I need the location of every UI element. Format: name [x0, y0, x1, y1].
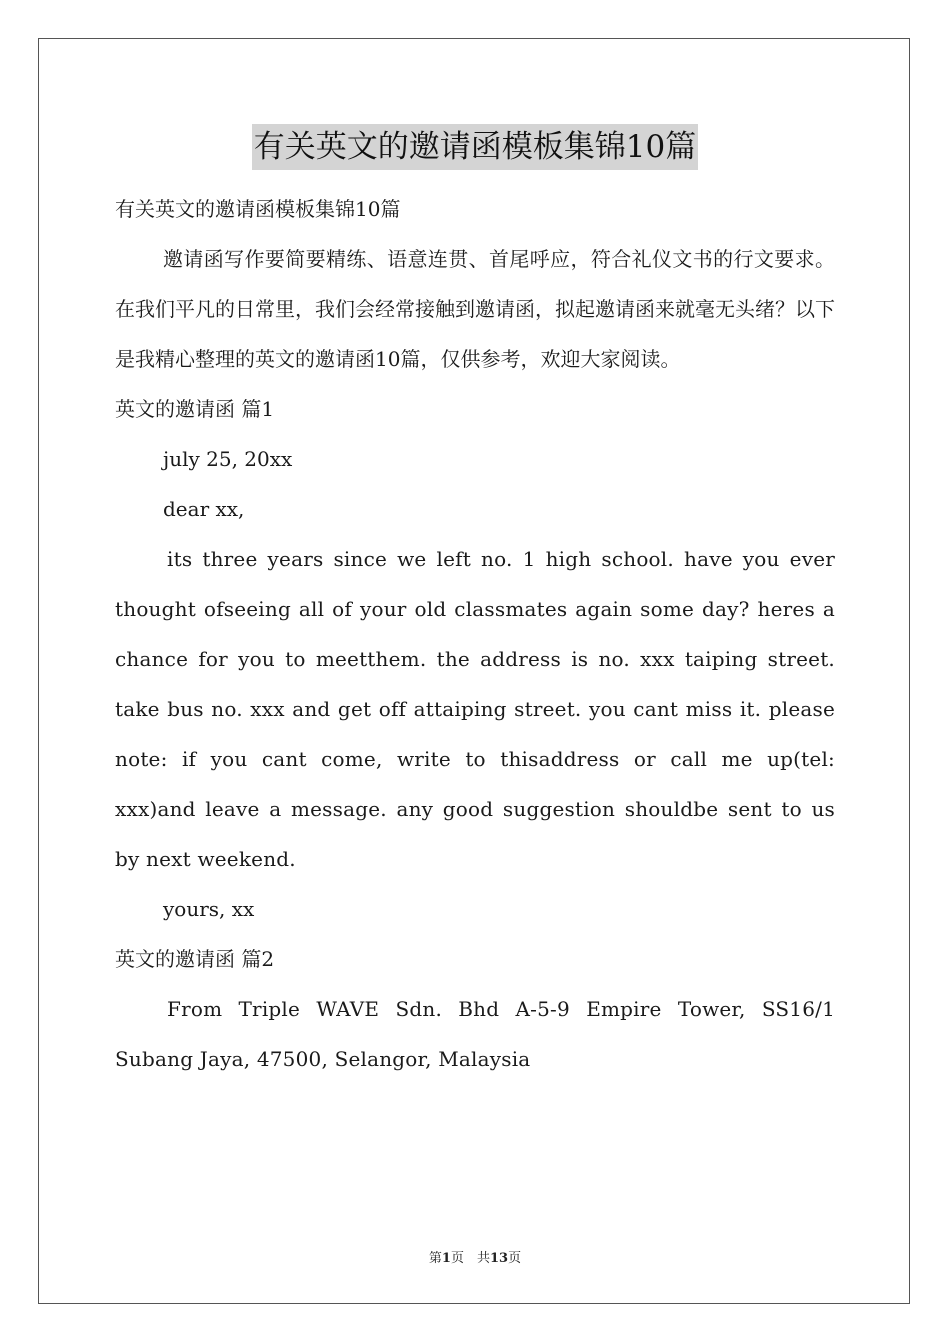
section-1-heading: 英文的邀请函 篇1 [115, 397, 275, 421]
document-title-text: 有关英文的邀请函模板集锦10篇 [252, 124, 698, 170]
intro-paragraph: 邀请函写作要简要精练、语意连贯、首尾呼应，符合礼仪文书的行文要求。在我们平凡的日常里，我们会经常接触到邀请函，拟起邀请函来就毫无头绪？以下是我精心整理的英文的邀请函10篇，仅供参考，欢迎大家阅读。 [115, 247, 835, 371]
letter-closing: yours, xx [163, 897, 255, 921]
letter-date: july 25, 20xx [163, 447, 293, 471]
footer-total-pages: 13 [489, 1251, 509, 1266]
document-body [115, 124, 835, 1084]
footer-suffix: 页 [508, 1251, 522, 1266]
letter-salutation: dear xx, [163, 497, 245, 521]
section-2-address: From Triple WAVE Sdn. Bhd A-5-9 Empire Tower, SS16/1 Subang Jaya, 47500, Selangor, Malaysia [115, 997, 835, 1071]
document-title [115, 124, 835, 174]
footer-prefix: 第 [428, 1251, 442, 1266]
document-subtitle: 有关英文的邀请函模板集锦10篇 [115, 197, 401, 221]
footer-page-number: 1 [441, 1251, 451, 1266]
page-footer [0, 1247, 950, 1266]
section-2-heading: 英文的邀请函 篇2 [115, 947, 275, 971]
letter-body: its three years since we left no. 1 high school. have you ever thought ofseeing all of your old classmates again some day? heres a chance for you to meetthem. the address is no. xxx taiping street. take bus no. xxx and get off attaiping street. you cant miss it. please note: if you cant come, write to thisaddress or call me up(tel: xxx)and leave a message. any good suggestion shouldbe sent to us by next weekend. [115, 547, 835, 871]
footer-mid: 页 共 [450, 1251, 490, 1266]
